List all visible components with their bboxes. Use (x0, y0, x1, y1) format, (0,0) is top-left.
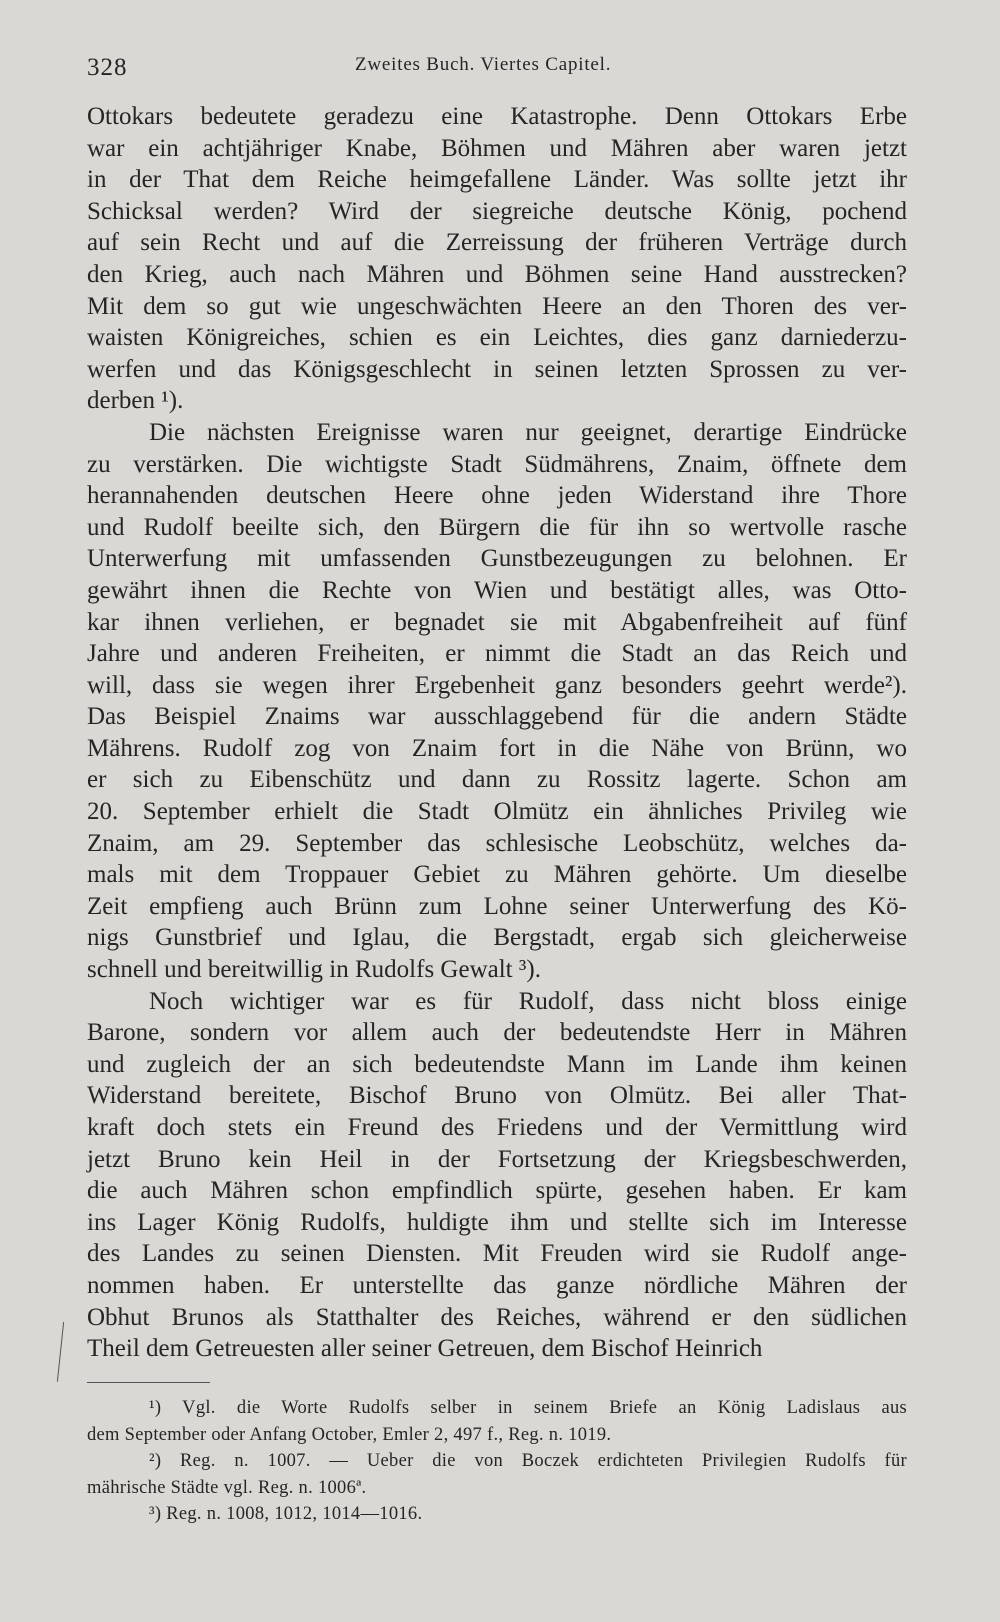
body-text (87, 101, 907, 1365)
text-line: er sich zu Eibenschütz und dann zu Rossitz lagerte. Schon am (87, 766, 907, 794)
text-line: Mährens. Rudolf zog von Znaim fort in die Nähe von Brünn, wo (87, 734, 907, 762)
footnote (87, 1448, 907, 1501)
text-line: des Landes zu seinen Diensten. Mit Freuden wird sie Rudolf ange- (87, 1240, 907, 1268)
footnote (87, 1395, 907, 1448)
footnotes (87, 1395, 907, 1528)
paragraph (87, 417, 907, 986)
paragraph (87, 101, 907, 417)
text-line: den Krieg, auch nach Mähren und Böhmen seine Hand ausstrecken? (87, 260, 907, 288)
text-line: nommen haben. Er unterstellte das ganze nördliche Mähren der (87, 1271, 907, 1299)
footnote-rule (87, 1382, 210, 1383)
text-line: und zugleich der an sich bedeutendste Mann im Lande ihm keinen (87, 1050, 907, 1078)
footnote (87, 1501, 907, 1528)
footnote-line: ²) Reg. n. 1007. — Ueber die von Boczek erdichteten Privilegien Rudolfs für (149, 1451, 907, 1471)
text-line: Obhut Brunos als Statthalter des Reiches, während er den südlichen (87, 1303, 907, 1331)
footnote-line: ¹) Vgl. die Worte Rudolfs selber in seinem Briefe an König Ladislaus aus (149, 1398, 907, 1418)
text-line: kar ihnen verliehen, er begnadet sie mit Abgabenfreiheit auf fünf (87, 608, 907, 636)
footnote-line: dem September oder Anfang October, Emler 2, 497 f., Reg. n. 1019. (87, 1424, 612, 1445)
text-line: will, dass sie wegen ihrer Ergebenheit ganz besonders geehrt werde²). (87, 671, 907, 699)
text-line: kraft doch stets ein Freund des Friedens und der Vermittlung wird (87, 1114, 907, 1141)
text-line: nigs Gunstbrief und Iglau, die Bergstadt, ergab sich gleicherweise (87, 924, 907, 952)
paragraph (87, 986, 907, 1365)
text-line: Unterwerfung mit umfassenden Gunstbezeugungen zu belohnen. Er (87, 545, 907, 573)
text-line: ins Lager König Rudolfs, huldigte ihm und stellte sich im Interesse (87, 1208, 907, 1236)
text-line: Schicksal werden? Wird der siegreiche deutsche König, pochend (87, 197, 907, 225)
text-line: Barone, sondern vor allem auch der bedeutendste Herr in Mähren (87, 1019, 907, 1047)
text-line: Mit dem so gut wie ungeschwächten Heere an den Thoren des ver- (87, 292, 907, 320)
text-line: 20. September erhielt die Stadt Olmütz ein ähnliches Privileg wie (87, 798, 907, 826)
text-line: Zeit empfieng auch Brünn zum Lohne seiner Unterwerfung des Kö- (87, 892, 907, 920)
text-line: war ein achtjähriger Knabe, Böhmen und Mähren aber waren jetzt (87, 134, 907, 162)
footnote-line: ³) Reg. n. 1008, 1012, 1014—1016. (149, 1504, 423, 1524)
text-line: Noch wichtiger war es für Rudolf, dass nicht bloss einige (149, 987, 907, 1015)
text-line: und Rudolf beeilte sich, den Bürgern die für ihn so wertvolle rasche (87, 513, 907, 541)
text-line: zu verstärken. Die wichtigste Stadt Südmährens, Znaim, öffnete dem (87, 450, 907, 478)
text-line: jetzt Bruno kein Heil in der Fortsetzung der Kriegsbeschwerden, (87, 1145, 907, 1173)
running-head: Zweites Buch. Viertes Capitel. (355, 54, 612, 75)
text-line: derben ¹). (87, 387, 184, 415)
text-line: Ottokars bedeutete geradezu eine Katastrophe. Denn Ottokars Erbe (87, 103, 907, 130)
page-header (87, 50, 907, 90)
text-line: Widerstand bereitete, Bischof Bruno von Olmütz. Bei aller That- (87, 1082, 907, 1110)
text-line: Die nächsten Ereignisse waren nur geeignet, derartige Eindrücke (149, 418, 907, 446)
text-line: werfen und das Königsgeschlecht in seinen letzten Sprossen zu ver- (87, 355, 907, 383)
text-line: waisten Königreiches, schien es ein Leichtes, dies ganz darniederzu- (87, 324, 907, 352)
page-number: 328 (87, 54, 128, 81)
text-line: schnell und bereitwillig in Rudolfs Gewalt ³). (87, 956, 541, 984)
text-line: Znaim, am 29. September das schlesische Leobschütz, welches da- (87, 829, 907, 857)
text-line: mals mit dem Troppauer Gebiet zu Mähren gehörte. Um dieselbe (87, 861, 907, 889)
text-line: Theil dem Getreuesten aller seiner Getreuen, dem Bischof Heinrich (87, 1335, 763, 1363)
footnote-line: mährische Städte vgl. Reg. n. 1006ª. (87, 1477, 367, 1498)
text-line: die auch Mähren schon empfindlich spürte, gesehen haben. Er kam (87, 1177, 907, 1205)
text-line: Jahre und anderen Freiheiten, er nimmt die Stadt an das Reich und (87, 640, 907, 668)
text-line: Das Beispiel Znaims war ausschlaggebend für die andern Städte (87, 703, 907, 731)
text-line: in der That dem Reiche heimgefallene Länder. Was sollte jetzt ihr (87, 166, 907, 194)
text-line: herannahenden deutschen Heere ohne jeden Widerstand ihre Thore (87, 482, 907, 510)
text-line: auf sein Recht und auf die Zerreissung der früheren Verträge durch (87, 229, 907, 257)
text-line: gewährt ihnen die Rechte von Wien und bestätigt alles, was Otto- (87, 576, 907, 604)
margin-pencil-mark (57, 1322, 66, 1382)
